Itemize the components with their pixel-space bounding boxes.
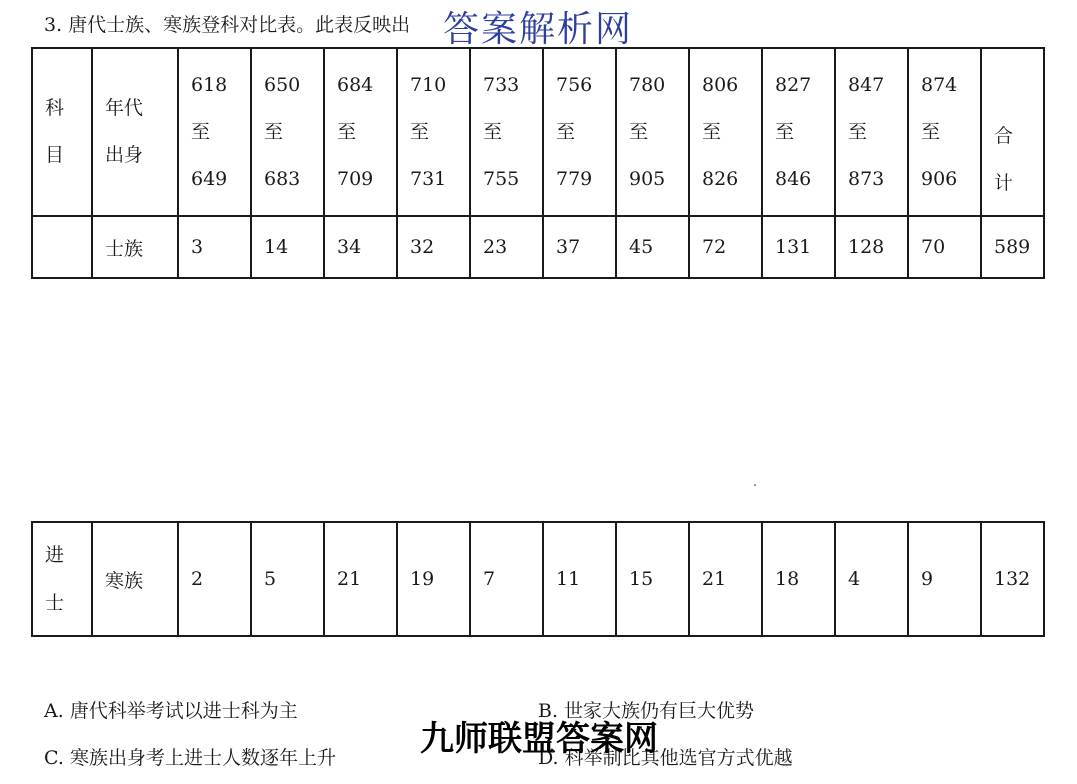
period-to: 至 — [264, 120, 284, 143]
value-cell: 9 — [908, 522, 981, 636]
period-to: 至 — [629, 120, 649, 143]
subject-cell — [32, 216, 92, 278]
period-to: 至 — [848, 120, 868, 143]
value-cell: 45 — [616, 216, 689, 278]
period-end: 873 — [848, 167, 885, 190]
watermark-bottom: 九师联盟答案网 — [420, 719, 658, 759]
value-cell: 37 — [543, 216, 616, 278]
header-label-cell — [92, 48, 178, 216]
value-cell: 32 — [397, 216, 470, 278]
value-cell: 18 — [762, 522, 835, 636]
subject-cell — [32, 522, 92, 636]
corner-label-1: 科 — [45, 97, 65, 119]
period-cell — [616, 48, 689, 216]
total-header-cell — [981, 48, 1044, 216]
header-label-2: 出身 — [105, 144, 144, 166]
value-cell: 5 — [251, 522, 324, 636]
period-end: 906 — [921, 167, 958, 190]
table-row-shizu — [32, 216, 1044, 278]
period-start: 684 — [337, 73, 374, 96]
period-cell — [689, 48, 762, 216]
period-cell — [178, 48, 251, 216]
period-cell — [324, 48, 397, 216]
value-cell: 7 — [470, 522, 543, 636]
scan-speck — [754, 484, 756, 486]
period-end: 755 — [483, 167, 520, 190]
period-end: 826 — [702, 167, 739, 190]
period-cell — [762, 48, 835, 216]
option-a[interactable]: A. 唐代科举考试以进士科为主 — [44, 700, 298, 722]
period-cell — [251, 48, 324, 216]
header-row — [32, 48, 1044, 216]
value-cell: 72 — [689, 216, 762, 278]
period-start: 806 — [702, 73, 739, 96]
value-cell: 131 — [762, 216, 835, 278]
period-end: 779 — [556, 167, 593, 190]
corner-cell — [32, 48, 92, 216]
origin-cell: 士族 — [92, 216, 178, 278]
subject-label-2: 士 — [45, 592, 65, 614]
period-cell — [397, 48, 470, 216]
value-cell: 34 — [324, 216, 397, 278]
period-end: 731 — [410, 167, 447, 190]
period-cell — [908, 48, 981, 216]
period-start: 710 — [410, 73, 447, 96]
period-to: 至 — [775, 120, 795, 143]
value-cell: 3 — [178, 216, 251, 278]
value-cell: 21 — [689, 522, 762, 636]
total-label-2: 计 — [994, 172, 1014, 194]
value-cell: 128 — [835, 216, 908, 278]
period-start: 874 — [921, 73, 958, 96]
period-to: 至 — [556, 120, 576, 143]
period-to: 至 — [191, 120, 211, 143]
period-cell — [470, 48, 543, 216]
period-cell — [835, 48, 908, 216]
period-start: 650 — [264, 73, 301, 96]
origin-cell: 寒族 — [92, 522, 178, 636]
value-cell: 15 — [616, 522, 689, 636]
value-cell: 14 — [251, 216, 324, 278]
subject-label-1: 进 — [45, 544, 65, 566]
value-cell: 11 — [543, 522, 616, 636]
corner-label-2: 目 — [45, 144, 65, 166]
option-d[interactable]: D. 科举制比其他选官方式优越 — [538, 747, 793, 769]
value-cell: 2 — [178, 522, 251, 636]
exam-table-bottom — [31, 521, 1045, 637]
period-end: 709 — [337, 167, 374, 190]
value-cell: 21 — [324, 522, 397, 636]
period-start: 827 — [775, 73, 812, 96]
period-start: 780 — [629, 73, 666, 96]
period-cell — [543, 48, 616, 216]
period-to: 至 — [483, 120, 503, 143]
value-cell: 19 — [397, 522, 470, 636]
total-cell: 132 — [981, 522, 1044, 636]
period-end: 905 — [629, 167, 666, 190]
period-end: 649 — [191, 167, 228, 190]
table-row-hanzu — [32, 522, 1044, 636]
watermark-top: 答案解析网 — [443, 9, 634, 50]
question-stem: 3. 唐代士族、寒族登科对比表。此表反映出 — [44, 14, 411, 36]
period-start: 756 — [556, 73, 593, 96]
period-end: 846 — [775, 167, 812, 190]
total-cell: 589 — [981, 216, 1044, 278]
option-c[interactable]: C. 寒族出身考上进士人数逐年上升 — [44, 747, 336, 769]
option-b[interactable]: B. 世家大族仍有巨大优势 — [538, 700, 755, 722]
value-cell: 23 — [470, 216, 543, 278]
header-label-1: 年代 — [105, 97, 144, 119]
period-start: 618 — [191, 73, 228, 96]
exam-table-top — [31, 47, 1045, 279]
period-to: 至 — [410, 120, 430, 143]
period-start: 847 — [848, 73, 885, 96]
period-to: 至 — [702, 120, 722, 143]
period-start: 733 — [483, 73, 520, 96]
total-label-1: 合 — [994, 125, 1014, 147]
period-to: 至 — [337, 120, 357, 143]
period-to: 至 — [921, 120, 941, 143]
period-end: 683 — [264, 167, 301, 190]
value-cell: 4 — [835, 522, 908, 636]
value-cell: 70 — [908, 216, 981, 278]
